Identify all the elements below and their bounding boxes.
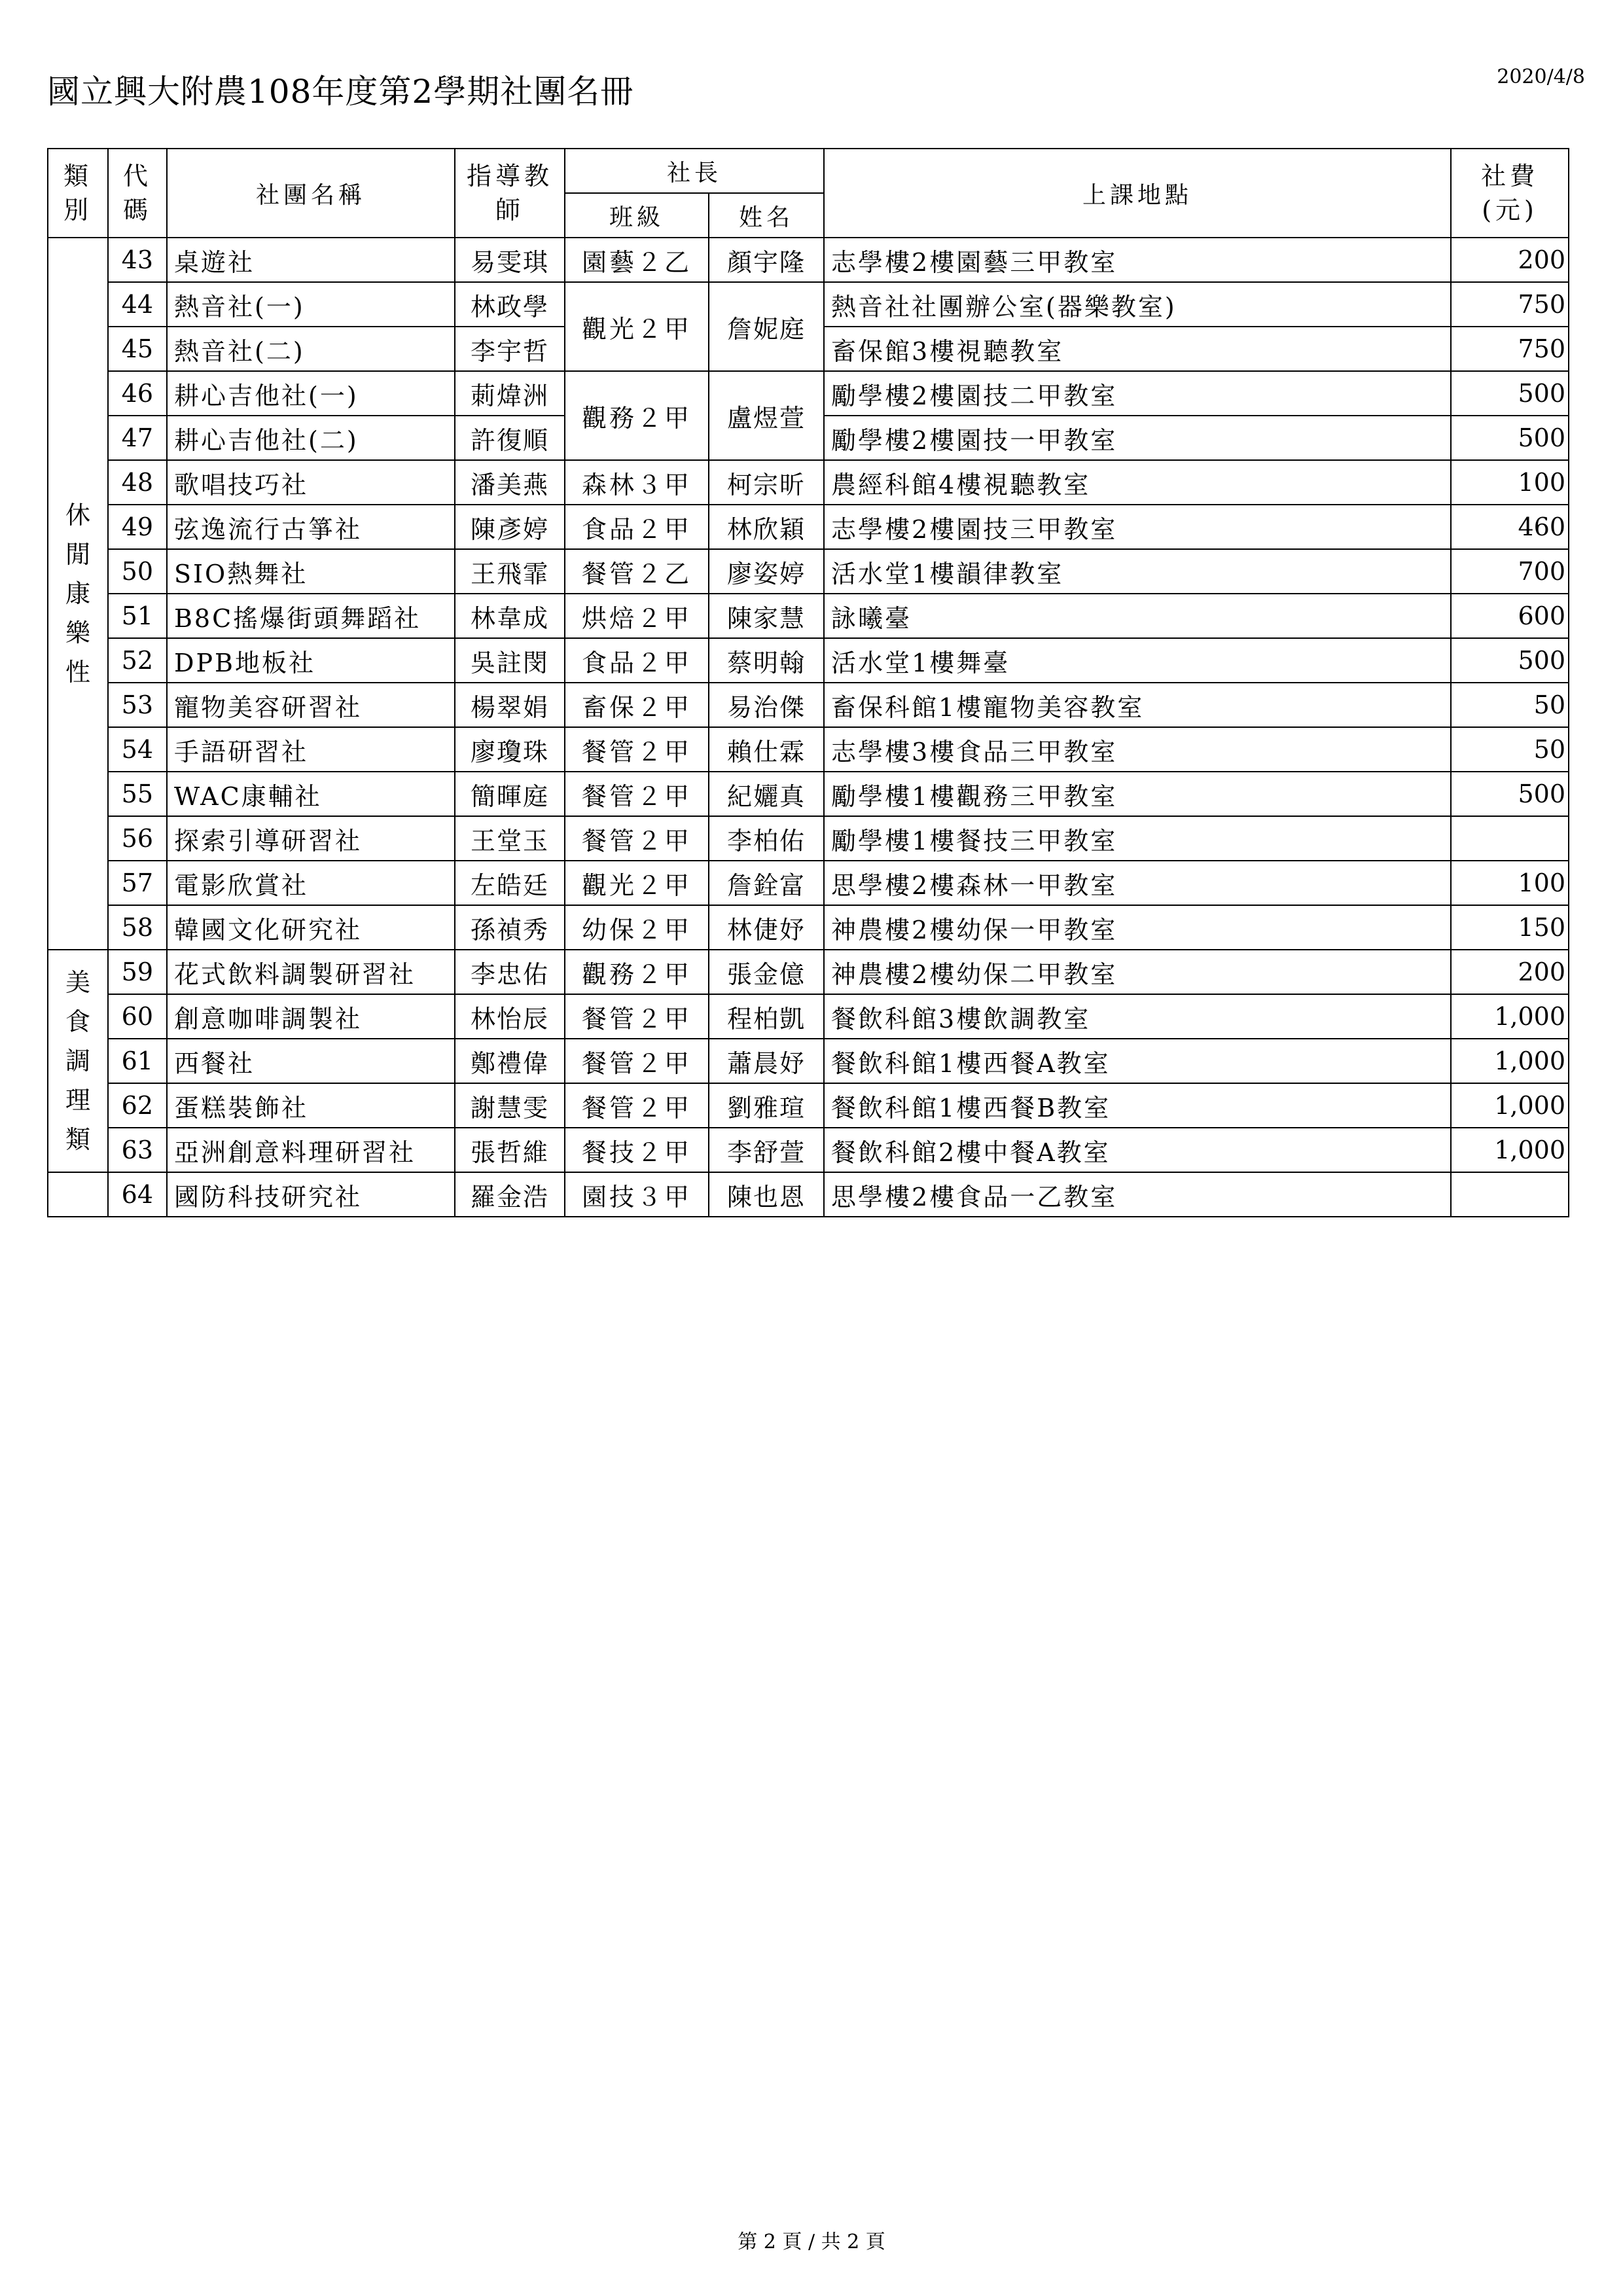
club-name: 耕心吉他社(二) xyxy=(167,416,455,460)
club-location: 思學樓2樓食品一乙教室 xyxy=(824,1172,1451,1217)
club-code: 63 xyxy=(108,1128,167,1172)
president-class: 園藝２乙 xyxy=(565,238,709,282)
president-class: 觀務２甲 xyxy=(565,950,709,994)
table-row xyxy=(48,950,1569,994)
category-blank xyxy=(48,1172,108,1217)
club-fee xyxy=(1451,1172,1569,1217)
president-class: 餐管２甲 xyxy=(565,772,709,816)
club-fee: 460 xyxy=(1451,505,1569,549)
table-row xyxy=(48,282,1569,327)
club-name: 西餐社 xyxy=(167,1039,455,1083)
president-class: 烘焙２甲 xyxy=(565,594,709,638)
president-class: 畜保２甲 xyxy=(565,683,709,727)
club-fee: 500 xyxy=(1451,638,1569,683)
category-leisure: 休閒康樂性 xyxy=(48,238,108,950)
table-row xyxy=(48,1172,1569,1217)
club-fee: 100 xyxy=(1451,460,1569,505)
club-teacher: 楊翠娟 xyxy=(455,683,565,727)
club-location: 活水堂1樓舞臺 xyxy=(824,638,1451,683)
header-category: 類別 xyxy=(48,149,108,238)
table-row xyxy=(48,460,1569,505)
club-fee xyxy=(1451,816,1569,861)
president-name: 林倢妤 xyxy=(709,905,824,950)
club-name: 探索引導研習社 xyxy=(167,816,455,861)
club-fee: 1,000 xyxy=(1451,1083,1569,1128)
page-footer: 第 2 頁 / 共 2 頁 xyxy=(738,2231,885,2253)
club-fee: 750 xyxy=(1451,327,1569,371)
club-code: 47 xyxy=(108,416,167,460)
table-row xyxy=(48,549,1569,594)
club-fee: 150 xyxy=(1451,905,1569,950)
club-location: 勵學樓1樓觀務三甲教室 xyxy=(824,772,1451,816)
club-name: DPB地板社 xyxy=(167,638,455,683)
club-code: 44 xyxy=(108,282,167,327)
club-code: 53 xyxy=(108,683,167,727)
president-name: 李舒萱 xyxy=(709,1128,824,1172)
club-location: 勵學樓2樓園技一甲教室 xyxy=(824,416,1451,460)
table-row xyxy=(48,994,1569,1039)
club-location: 餐飲科館1樓西餐B教室 xyxy=(824,1083,1451,1128)
president-class: 餐管２甲 xyxy=(565,816,709,861)
club-name: 耕心吉他社(一) xyxy=(167,371,455,416)
president-name: 李柏佑 xyxy=(709,816,824,861)
club-fee: 500 xyxy=(1451,416,1569,460)
club-location: 志學樓2樓園技三甲教室 xyxy=(824,505,1451,549)
club-code: 46 xyxy=(108,371,167,416)
club-teacher: 王堂玉 xyxy=(455,816,565,861)
president-name: 陳也恩 xyxy=(709,1172,824,1217)
club-teacher: 林怡辰 xyxy=(455,994,565,1039)
club-teacher: 李宇哲 xyxy=(455,327,565,371)
president-class: 餐管２甲 xyxy=(565,1083,709,1128)
club-teacher: 孫禎秀 xyxy=(455,905,565,950)
table-row xyxy=(48,594,1569,638)
club-name: 創意咖啡調製社 xyxy=(167,994,455,1039)
table-row xyxy=(48,905,1569,950)
club-location: 神農樓2樓幼保一甲教室 xyxy=(824,905,1451,950)
club-code: 58 xyxy=(108,905,167,950)
club-code: 49 xyxy=(108,505,167,549)
club-name: 寵物美容研習社 xyxy=(167,683,455,727)
club-roster-table xyxy=(47,148,1569,1217)
club-location: 神農樓2樓幼保二甲教室 xyxy=(824,950,1451,994)
table-row xyxy=(48,772,1569,816)
category-culinary: 美食調理類 xyxy=(48,950,108,1172)
president-name: 程柏凱 xyxy=(709,994,824,1039)
club-name: 亞洲創意料理研習社 xyxy=(167,1128,455,1172)
president-class: 觀務２甲 xyxy=(565,371,709,460)
club-teacher: 左皓廷 xyxy=(455,861,565,905)
club-fee: 50 xyxy=(1451,683,1569,727)
president-name: 紀孋真 xyxy=(709,772,824,816)
header-code: 代碼 xyxy=(108,149,167,238)
club-fee: 200 xyxy=(1451,950,1569,994)
president-class: 餐技２甲 xyxy=(565,1128,709,1172)
club-fee: 1,000 xyxy=(1451,994,1569,1039)
table-row xyxy=(48,861,1569,905)
club-teacher: 謝慧雯 xyxy=(455,1083,565,1128)
club-code: 61 xyxy=(108,1039,167,1083)
president-name: 廖姿婷 xyxy=(709,549,824,594)
header-location: 上課地點 xyxy=(824,149,1451,238)
club-teacher: 莿煒洲 xyxy=(455,371,565,416)
club-location: 思學樓2樓森林一甲教室 xyxy=(824,861,1451,905)
president-class: 餐管２乙 xyxy=(565,549,709,594)
club-fee: 500 xyxy=(1451,371,1569,416)
president-class: 觀光２甲 xyxy=(565,861,709,905)
club-name: SIO熱舞社 xyxy=(167,549,455,594)
club-code: 62 xyxy=(108,1083,167,1128)
club-teacher: 吳註閔 xyxy=(455,638,565,683)
header-teacher: 指導教師 xyxy=(455,149,565,238)
header-fee: 社費(元) xyxy=(1451,149,1569,238)
document-date: 2020/4/8 xyxy=(1497,65,1585,88)
club-teacher: 王飛霏 xyxy=(455,549,565,594)
president-class: 觀光２甲 xyxy=(565,282,709,371)
president-class: 食品２甲 xyxy=(565,505,709,549)
club-name: 桌遊社 xyxy=(167,238,455,282)
club-code: 59 xyxy=(108,950,167,994)
club-name: 熱音社(一) xyxy=(167,282,455,327)
club-teacher: 羅金浩 xyxy=(455,1172,565,1217)
header-president-name: 姓名 xyxy=(709,193,824,238)
club-location: 餐飲科館2樓中餐A教室 xyxy=(824,1128,1451,1172)
club-fee: 500 xyxy=(1451,772,1569,816)
president-name: 蕭晨妤 xyxy=(709,1039,824,1083)
president-name: 蔡明翰 xyxy=(709,638,824,683)
club-fee: 200 xyxy=(1451,238,1569,282)
club-teacher: 廖瓊珠 xyxy=(455,727,565,772)
club-name: 國防科技研究社 xyxy=(167,1172,455,1217)
club-code: 56 xyxy=(108,816,167,861)
table-row xyxy=(48,816,1569,861)
club-code: 57 xyxy=(108,861,167,905)
club-fee: 1,000 xyxy=(1451,1039,1569,1083)
president-name: 顏宇隆 xyxy=(709,238,824,282)
president-class: 食品２甲 xyxy=(565,638,709,683)
table-row xyxy=(48,638,1569,683)
president-name: 張金億 xyxy=(709,950,824,994)
club-name: 韓國文化研究社 xyxy=(167,905,455,950)
club-fee: 700 xyxy=(1451,549,1569,594)
club-teacher: 李忠佑 xyxy=(455,950,565,994)
club-location: 農經科館4樓視聽教室 xyxy=(824,460,1451,505)
club-name: 電影欣賞社 xyxy=(167,861,455,905)
header-president: 社長 xyxy=(565,149,824,193)
club-location: 餐飲科館1樓西餐A教室 xyxy=(824,1039,1451,1083)
club-location: 勵學樓2樓園技二甲教室 xyxy=(824,371,1451,416)
president-name: 柯宗昕 xyxy=(709,460,824,505)
club-code: 48 xyxy=(108,460,167,505)
president-class: 幼保２甲 xyxy=(565,905,709,950)
club-teacher: 鄭禮偉 xyxy=(455,1039,565,1083)
president-class: 園技３甲 xyxy=(565,1172,709,1217)
club-name: B8C搖爆街頭舞蹈社 xyxy=(167,594,455,638)
club-code: 60 xyxy=(108,994,167,1039)
club-teacher: 陳彥婷 xyxy=(455,505,565,549)
club-location: 志學樓2樓園藝三甲教室 xyxy=(824,238,1451,282)
club-location: 餐飲科館3樓飲調教室 xyxy=(824,994,1451,1039)
club-location: 畜保館3樓視聽教室 xyxy=(824,327,1451,371)
president-name: 賴仕霖 xyxy=(709,727,824,772)
president-class: 餐管２甲 xyxy=(565,727,709,772)
president-name: 陳家慧 xyxy=(709,594,824,638)
club-teacher: 許復順 xyxy=(455,416,565,460)
president-name: 劉雅瑄 xyxy=(709,1083,824,1128)
header-club-name: 社團名稱 xyxy=(167,149,455,238)
club-name: 弦逸流行古箏社 xyxy=(167,505,455,549)
table-row xyxy=(48,505,1569,549)
club-teacher: 易雯琪 xyxy=(455,238,565,282)
club-name: 熱音社(二) xyxy=(167,327,455,371)
club-code: 51 xyxy=(108,594,167,638)
club-teacher: 林政學 xyxy=(455,282,565,327)
club-name: 蛋糕裝飾社 xyxy=(167,1083,455,1128)
club-location: 熱音社社團辦公室(器樂教室) xyxy=(824,282,1451,327)
table-row xyxy=(48,727,1569,772)
president-class: 森林３甲 xyxy=(565,460,709,505)
club-teacher: 簡暉庭 xyxy=(455,772,565,816)
club-name: 花式飲料調製研習社 xyxy=(167,950,455,994)
club-fee: 1,000 xyxy=(1451,1128,1569,1172)
club-teacher: 潘美燕 xyxy=(455,460,565,505)
club-fee: 100 xyxy=(1451,861,1569,905)
club-name: 手語研習社 xyxy=(167,727,455,772)
club-code: 50 xyxy=(108,549,167,594)
club-teacher: 林韋成 xyxy=(455,594,565,638)
club-fee: 50 xyxy=(1451,727,1569,772)
club-teacher: 張哲維 xyxy=(455,1128,565,1172)
document-title: 國立興大附農108年度第2學期社團名冊 xyxy=(47,73,634,111)
president-name: 詹銓富 xyxy=(709,861,824,905)
club-code: 52 xyxy=(108,638,167,683)
club-location: 勵學樓1樓餐技三甲教室 xyxy=(824,816,1451,861)
club-code: 55 xyxy=(108,772,167,816)
club-location: 活水堂1樓韻律教室 xyxy=(824,549,1451,594)
club-code: 54 xyxy=(108,727,167,772)
table-row xyxy=(48,371,1569,416)
president-name: 易治傑 xyxy=(709,683,824,727)
table-row xyxy=(48,1083,1569,1128)
table-row xyxy=(48,683,1569,727)
president-class: 餐管２甲 xyxy=(565,1039,709,1083)
club-location: 志學樓3樓食品三甲教室 xyxy=(824,727,1451,772)
club-code: 43 xyxy=(108,238,167,282)
president-name: 盧煜萱 xyxy=(709,371,824,460)
club-fee: 750 xyxy=(1451,282,1569,327)
president-name: 詹妮庭 xyxy=(709,282,824,371)
table-row xyxy=(48,238,1569,282)
president-name: 林欣穎 xyxy=(709,505,824,549)
club-code: 45 xyxy=(108,327,167,371)
club-location: 詠曦臺 xyxy=(824,594,1451,638)
table-row xyxy=(48,1039,1569,1083)
club-name: 歌唱技巧社 xyxy=(167,460,455,505)
club-fee: 600 xyxy=(1451,594,1569,638)
club-location: 畜保科館1樓寵物美容教室 xyxy=(824,683,1451,727)
club-name: WAC康輔社 xyxy=(167,772,455,816)
header-president-class: 班級 xyxy=(565,193,709,238)
table-row xyxy=(48,1128,1569,1172)
club-code: 64 xyxy=(108,1172,167,1217)
president-class: 餐管２甲 xyxy=(565,994,709,1039)
